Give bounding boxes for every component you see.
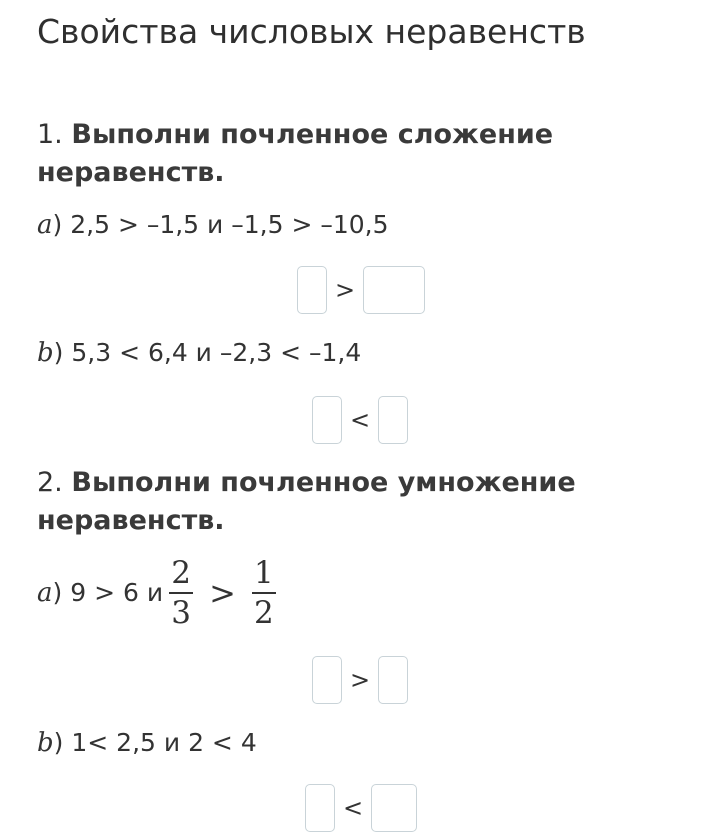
task-2a-fraction-1-numerator: 2 bbox=[171, 555, 191, 591]
task-2b-left-input[interactable] bbox=[305, 784, 335, 832]
task-2a-sign: > bbox=[350, 666, 371, 694]
task-2a-fraction-1-bar bbox=[169, 592, 193, 594]
task-1a-letter: a bbox=[37, 210, 53, 240]
task-1b-paren: ) bbox=[53, 338, 64, 367]
task-2a-paren: ) bbox=[52, 578, 63, 607]
task-2a-formula bbox=[163, 556, 282, 630]
task-2b-letter: b bbox=[37, 728, 54, 758]
task-1b-right-input[interactable] bbox=[378, 396, 408, 444]
task-1a-sign: > bbox=[335, 276, 356, 304]
task-2a-right-input[interactable] bbox=[378, 656, 408, 704]
task-1b-letter: b bbox=[37, 338, 54, 368]
task-2-number: 2. bbox=[37, 467, 63, 498]
task-1b-sign: < bbox=[350, 406, 371, 434]
task-1b-statement bbox=[37, 338, 361, 368]
task-2a-relation: > bbox=[209, 574, 236, 612]
page-title: Свойства числовых неравенств bbox=[37, 12, 586, 51]
task-1a-left-input[interactable] bbox=[297, 266, 327, 314]
task-1a-text: 2,5 > –1,5 и –1,5 > –10,5 bbox=[70, 210, 389, 239]
task-2-heading bbox=[37, 464, 576, 540]
task-2-instruction-line2: неравенств. bbox=[37, 505, 225, 536]
task-2a-left-input[interactable] bbox=[312, 656, 342, 704]
task-1-number: 1. bbox=[37, 119, 63, 150]
task-2b-answer-row bbox=[305, 784, 417, 832]
task-1-instruction-line2: неравенств. bbox=[37, 157, 225, 188]
task-2a-fraction-2-bar bbox=[252, 592, 276, 594]
task-1a-paren: ) bbox=[52, 210, 63, 239]
task-2b-right-input[interactable] bbox=[371, 784, 417, 832]
task-2a-fraction-2-denominator: 2 bbox=[254, 595, 274, 631]
task-2a-fraction-2-numerator: 1 bbox=[254, 555, 274, 591]
task-1-heading bbox=[37, 116, 553, 192]
task-2b-sign: < bbox=[343, 794, 364, 822]
task-1a-statement bbox=[37, 210, 389, 240]
task-2a-prefix bbox=[37, 578, 163, 608]
task-2b-text: 1< 2,5 и 2 < 4 bbox=[71, 728, 257, 757]
task-1a-answer-row bbox=[297, 266, 425, 314]
task-2a-fraction-1-denominator: 3 bbox=[171, 595, 191, 631]
task-2a-answer-row bbox=[312, 656, 408, 704]
task-2a-fraction-1 bbox=[169, 556, 193, 630]
task-2-instruction-line1: Выполни почленное умножение bbox=[71, 467, 576, 498]
task-1b-answer-row bbox=[312, 396, 408, 444]
task-2a-letter: a bbox=[37, 578, 53, 608]
task-1b-text: 5,3 < 6,4 и –2,3 < –1,4 bbox=[71, 338, 362, 367]
task-1-instruction-line1: Выполни почленное сложение bbox=[71, 119, 554, 150]
task-2b-paren: ) bbox=[53, 728, 64, 757]
task-1b-left-input[interactable] bbox=[312, 396, 342, 444]
task-2a-text: 9 > 6 и bbox=[70, 578, 164, 607]
task-2a-fraction-2 bbox=[252, 556, 276, 630]
task-2a-statement bbox=[37, 556, 282, 630]
task-2b-statement bbox=[37, 728, 257, 758]
task-1a-right-input[interactable] bbox=[363, 266, 425, 314]
